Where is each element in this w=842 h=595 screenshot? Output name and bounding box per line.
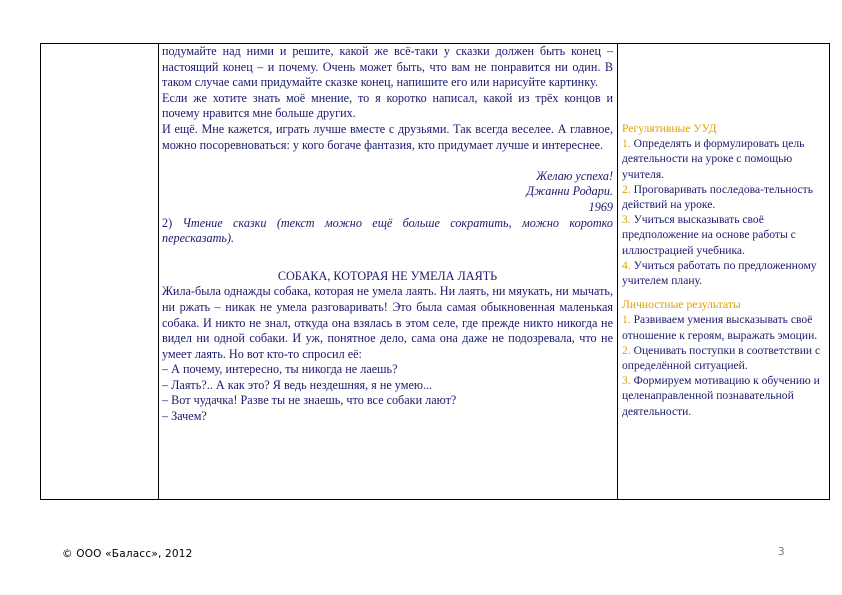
empty-column [41,44,159,499]
paragraph-2: Если же хотите знать моё мнение, то я коротко написал, какой из трёх концов и почему нравится мне больше других. [162,90,613,121]
regulative-item: 1. Определять и формулировать цель деятельности на уроке с помощью учителя. [622,137,805,181]
personal-item: 3. Формируем мотивацию к обучению и целенаправленной познавательной деятельности. [622,374,820,418]
regulative-item: 2. Проговаривать последова-тельность действий на уроке. [622,182,814,212]
signature-year: 1969 [588,199,613,214]
lesson-text [162,44,613,425]
story-title: СОБАКА, КОТОРАЯ НЕ УМЕЛА ЛАЯТЬ [277,268,498,283]
personal-results-title: Личностные результаты [622,298,741,312]
regulative-item: 3. Учиться высказывать своё предположение на основе работы с иллюстрацией учебника. [622,213,796,257]
personal-item: 1. Развиваем умения высказывать своё отношение к героям, выражать эмоции. [622,313,818,342]
task-number: 2) [162,215,183,230]
content-column [158,44,618,499]
uud-list [622,121,825,419]
dialogue-line-3: – Вот чудачка! Разве ты не знаешь, что все собаки лают? [162,393,457,408]
dialogue-line-1: – А почему, интересно, ты никогда не лаешь? [162,362,398,377]
paragraph-1: подумайте над ними и решите, какой же всё-таки у сказки должен быть конец – настоящий конец – и почему. Очень может быть, что вам не понравится ни один. В таком случае сами придумайте сказке конец, напишите его или нарисуйте картинку. [162,44,613,90]
copyright-footer: © ООО «Баласс», 2012 [62,548,193,560]
signature-wish: Желаю успеха! [535,168,613,183]
dialogue-line-2: – Лаять?.. А как это? Я ведь нездешняя, я не умею... [162,377,433,392]
page-number: 3 [778,546,785,558]
uud-column [617,44,829,499]
personal-item: 2. Оценивать поступки в соответствии с определённой ситуацией. [622,343,821,373]
regulative-item: 4. Учиться работать по предложенному учителем плану. [622,258,817,288]
regulative-uud-title: Регулятивные УУД [622,122,717,135]
paragraph-3: И ещё. Мне кажется, играть лучше вместе с друзьями. Так всегда веселее. А главное, можно посоревноваться: у кого богаче фантазия, кто придумает лучше и интереснее. [162,121,613,152]
spacer [162,153,613,169]
signature-author: Джанни Родари. [526,184,613,199]
dialogue-line-4: – Зачем? [162,409,207,424]
story-paragraph: Жила-была однажды собака, которая не умела лаять. Ни лаять, ни мяукать, ни мычать, ни ржать – никак не умела разговаривать! Это была самая обыкновенная маленькая собака. И никто не знал, откуда она взялась в этом селе, где прежде никто никогда не видел ни одной собаки. И уж, понятное дело, сама она даже не подозревала, что не умеет лаять. Но вот кто-то спросил её: [162,284,613,361]
lesson-table [40,43,830,500]
task-2 [162,216,613,247]
task-text: Чтение сказки (текст можно ещё больше сократить, можно коротко пересказать). [162,215,614,246]
